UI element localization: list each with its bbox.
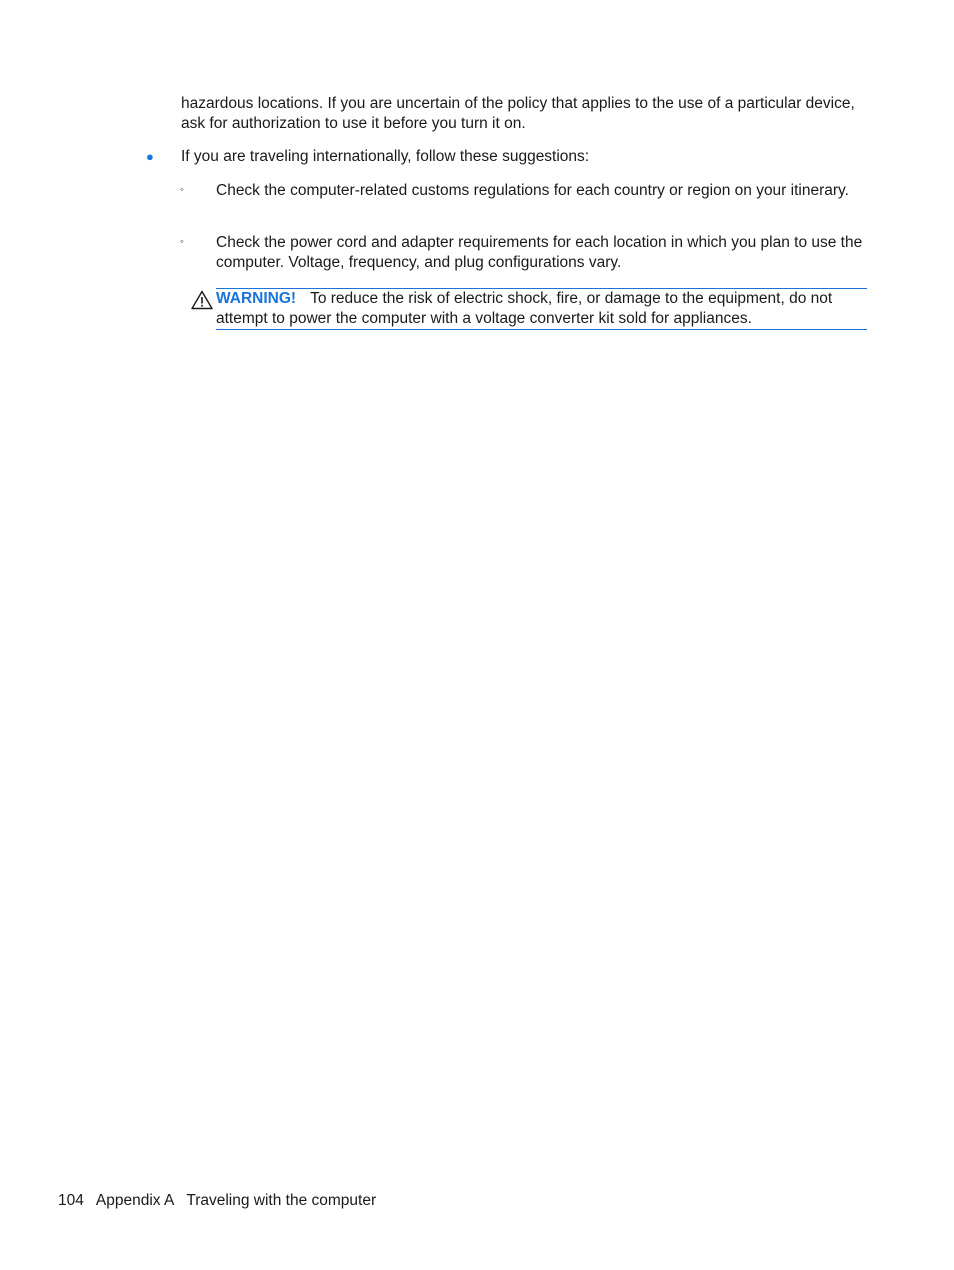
warning-triangle-icon [191,290,213,310]
sub-list-text: Check the computer-related customs regulations for each country or region on your itinerary. [216,182,849,199]
continuation-paragraph: hazardous locations. If you are uncertain of the policy that applies to the use of a particular device, ask for authorization to use it before you turn it on. [181,95,855,132]
warning-message: To reduce the risk of electric shock, fire, or damage to the equipment, do not attempt to power the computer with a voltage converter kit sold for appliances. [216,290,833,327]
warning-label: WARNING! [216,290,297,307]
footer-section: Appendix A [95,1192,175,1209]
sub-list-marker: ◦ [180,236,184,248]
warning-text-block [216,289,867,328]
sub-list-marker: ◦ [180,184,184,196]
bullet-text: If you are traveling internationally, follow these suggestions: [181,148,590,165]
bullet-marker: ● [146,149,154,164]
footer-title: Traveling with the computer [186,1192,377,1209]
sub-list-text: Check the power cord and adapter requirements for each location in which you plan to use the computer. Voltage, frequency, and plug configurations vary. [216,234,863,271]
page-number: 104 [58,1192,84,1209]
page-footer [58,1191,376,1211]
warning-notice [216,288,867,330]
